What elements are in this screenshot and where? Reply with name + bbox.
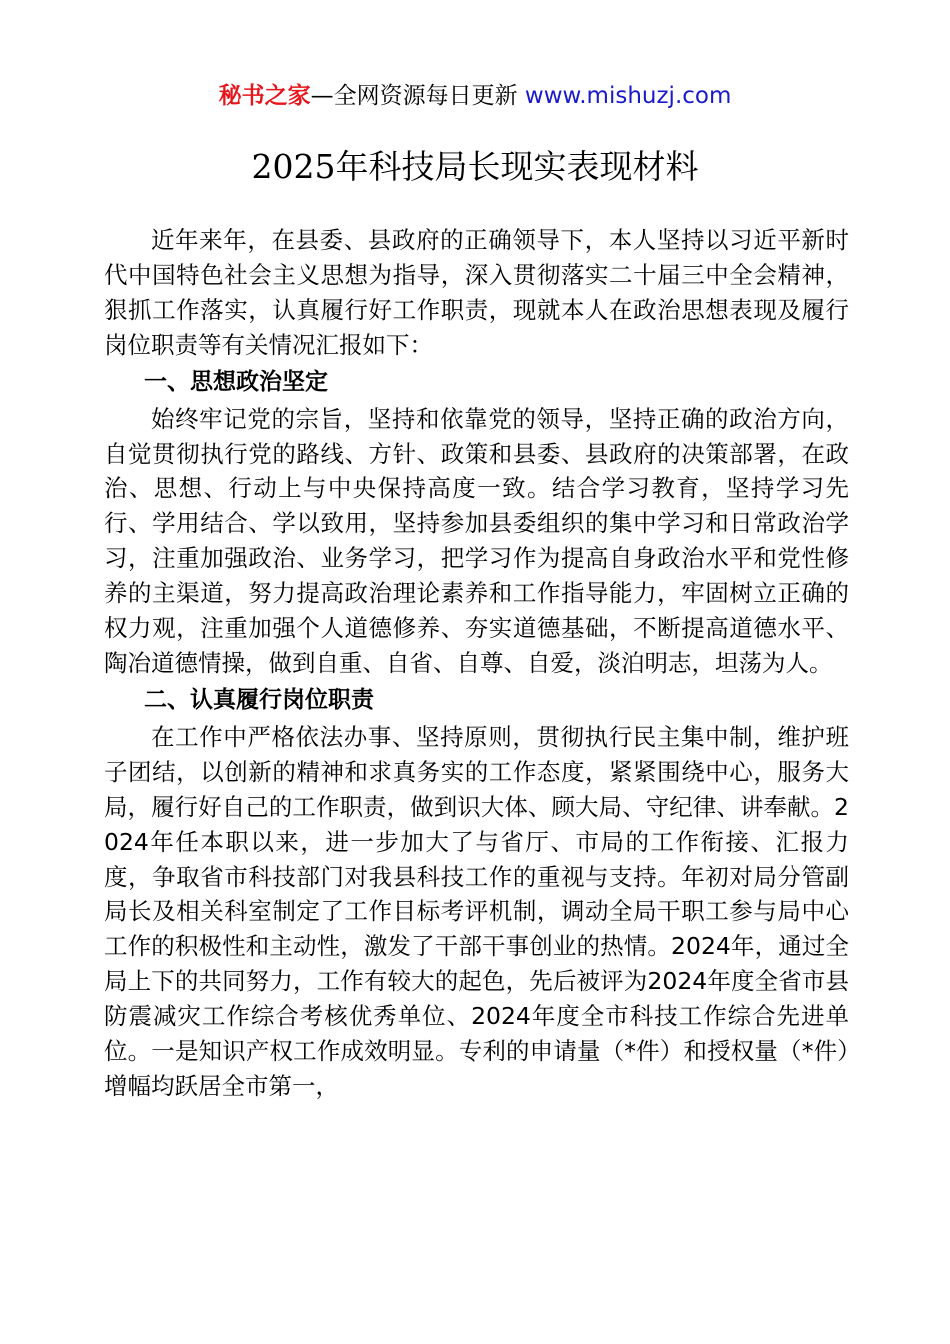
site-header bbox=[0, 80, 950, 112]
site-url-link[interactable]: www.mishuzj.com bbox=[524, 83, 732, 109]
section-heading-2: 二、认真履行岗位职责 bbox=[144, 686, 374, 713]
brand-name: 秘书之家 bbox=[218, 83, 311, 109]
section-paragraph-2: 在工作中严格依法办事、坚持原则，贯彻执行民主集中制，维护班子团结，以创新的精神和求真务实的工作态度，紧紧围绕中心，服务大局，履行好自己的工作职责，做到识大体、顾大局、守纪律、讲奉献。2024年任本职以来，进一步加大了与省厅、市局的工作衔接、汇报力度，争取省市科技部门对我县科技工作的重视与支持。年初对局分管副局长及相关科室制定了工作目标考评机制，调动全局干职工参与局中心工作的积极性和主动性，激发了干部干事创业的热情。2024年，通过全局上下的共同努力，工作有较大的起色，先后被评为2024年度全省市县防震减灾工作综合考核优秀单位、2024年度全市科技工作综合先进单位。一是知识产权工作成效明显。专利的申请量（*件）和授权量（*件）增幅均跃居全市第一， bbox=[104, 722, 849, 1100]
intro-paragraph: 近年来年，在县委、县政府的正确领导下，本人坚持以习近平新时代中国特色社会主义思想为指导，深入贯彻落实二十届三中全会精神，狠抓工作落实，认真履行好工作职责，现就本人在政治思想表现及履行岗位职责等有关情况汇报如下： bbox=[104, 226, 849, 359]
document-body bbox=[104, 223, 849, 1104]
section-heading-1: 一、思想政治坚定 bbox=[144, 368, 328, 395]
section-paragraph-1: 始终牢记党的宗旨，坚持和依靠党的领导，坚持正确的政治方向，自觉贯彻执行党的路线、方针、政策和县委、县政府的决策部署，在政治、思想、行动上与中央保持高度一致。结合学习教育，坚持学习先行、学用结合、学以致用，坚持参加县委组织的集中学习和日常政治学习，注重加强政治、业务学习，把学习作为提高自身政治水平和党性修养的主渠道，努力提高政治理论素养和工作指导能力，牢固树立正确的权力观，注重加强个人道德修养、夯实道德基础，不断提高道德水平、陶冶道德情操，做到自重、自省、自尊、自爱，淡泊明志，坦荡为人。 bbox=[104, 404, 849, 677]
document-title: 2025年科技局长现实表现材料 bbox=[251, 147, 699, 186]
header-tagline: —全网资源每日更新 bbox=[310, 83, 525, 109]
